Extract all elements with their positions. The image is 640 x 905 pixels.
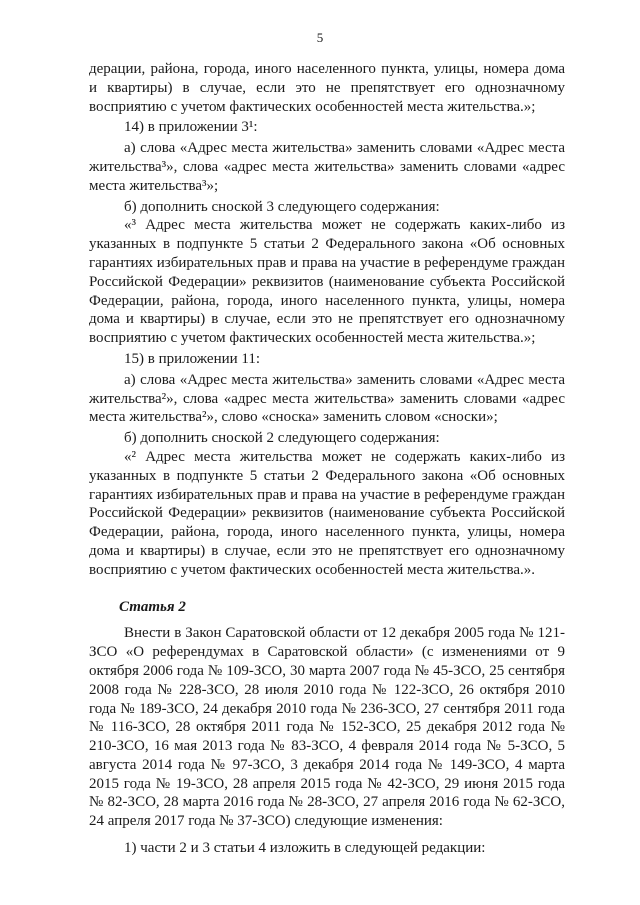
item-14-b: б) дополнить сноской 3 следующего содержания: <box>124 198 440 215</box>
page-number: 5 <box>316 30 324 45</box>
article-2-body: Внести в Закон Саратовской области от 12 декабря 2005 года № 121-ЗСО «О референдумах в Саратовской области» (с изменениями от 9 октября 2006 года № 109-ЗСО, 30 марта 2007 года № 45-ЗСО, 25 сентября 2008 года № 228-ЗСО, 28 июля 2010 года № 122-ЗСО, 26 октября 2010 года № 189-ЗСО, 24 декабря 2010 года № 236-ЗСО, 27 сентября 2011 года № 116-ЗСО, 28 октября 2011 года № 152-ЗСО, 25 декабря 2012 года № 210-ЗСО, 16 мая 2013 года № 83-ЗСО, 4 февраля 2014 года № 5-ЗСО, 5 августа 2014 года № 97-ЗСО, 3 декабря 2014 года № 149-ЗСО, 4 марта 2015 года № 19-ЗСО, 28 апреля 2015 года № 42-ЗСО, 29 июня 2015 года № 82-ЗСО, 28 марта 2016 года № 28-ЗСО, 27 апреля 2016 года № 62-ЗСО, 24 апреля 2017 года № 37-ЗСО) следующие изменения: <box>89 625 565 830</box>
article-2-heading: Статья 2 <box>119 598 186 615</box>
footnote-2-text: «² Адрес места жительства может не содержать каких-либо из указанных в подпункте 5 статьи 2 Федерального закона «Об основных гарантиях избирательных прав и права на участие в референдуме граждан Российской Федерации» реквизитов (наименование субъекта Российской Федерации, района, города, иного населенного пункта, улицы, номера дома и квартиры) в случае, если это не препятствует его однозначному восприятию с учетом фактических особенностей места жительства.». <box>89 448 565 578</box>
document-body <box>89 60 565 858</box>
paragraph-continuation: дерации, района, города, иного населенного пункта, улицы, номера дома и квартиры) в случае, если это не препятствует его однозначному восприятию с учетом фактических особенностей места жительства.»; <box>89 61 565 115</box>
footnote-3-text: «³ Адрес места жительства может не содержать каких-либо из указанных в подпункте 5 статьи 2 Федерального закона «Об основных гарантиях избирательных прав и права на участие в референдуме граждан Российской Федерации» реквизитов (наименование субъекта Российской Федерации, района, города, иного населенного пункта, улицы, номера дома и квартиры) в случае, если это не препятствует его однозначному восприятию с учетом фактических особенностей места жительства.»; <box>89 217 565 347</box>
article-2-item-1: 1) части 2 и 3 статьи 4 изложить в следующей редакции: <box>124 840 486 857</box>
item-14: 14) в приложении 3¹: <box>124 119 258 136</box>
item-15-b: б) дополнить сноской 2 следующего содержания: <box>124 430 440 447</box>
item-14-a: а) слова «Адрес места жительства» заменить словами «Адрес места жительства³», слова «адрес места жительства» заменить словами «адрес места жительства³»; <box>89 140 565 194</box>
item-15: 15) в приложении 11: <box>124 350 261 367</box>
item-15-a: а) слова «Адрес места жительства» заменить словами «Адрес места жительства²», слова «адрес места жительства» заменить словами «адрес места жительства²», слово «сноска» заменить словом «сноски»; <box>89 371 565 426</box>
